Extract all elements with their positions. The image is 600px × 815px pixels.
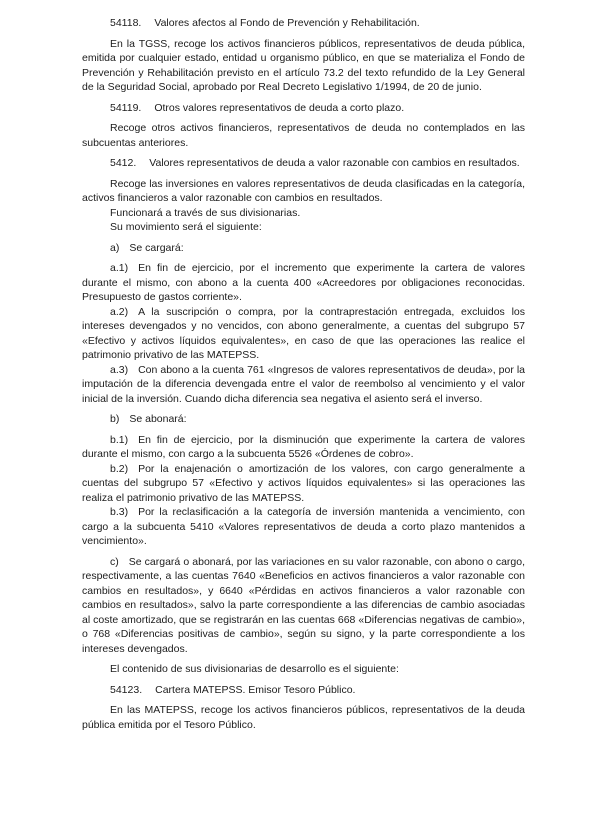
list-item-a3 [82,363,525,407]
paragraph-matepss-description: En las MATEPSS, recoge los activos financieros públicos, representativos de la deuda pública emitida por el Tesoro Público. [82,704,525,731]
account-number-5412: 5412. [110,157,137,169]
list-item-a2 [82,305,525,363]
account-title-54123: Cartera MATEPSS. Emisor Tesoro Público. [155,683,356,696]
item-label-a1: a.1) [110,262,129,274]
item-label-b1: b.1) [110,433,129,446]
account-number-54118: 54118. [110,17,142,29]
list-item-b1 [82,433,525,462]
item-label-a3: a.3) [110,363,129,376]
paragraph-tgss-description: En la TGSS, recoge los activos financieros públicos, representativos de deuda pública, emitida por cualquier estado, entidad u organismo público, en que se materializa el Fondo de Prevención y Rehabilitación previsto en el artículo 73.2 del texto refundido de la Ley General de la Seguridad Social, aprobado por Real Decreto Legislativo 1/1994, de 20 de junio. [82,37,525,93]
account-heading-54123 [82,683,525,698]
account-heading-54119 [82,101,525,116]
account-heading-5412 [82,156,525,171]
list-item-a [82,241,525,256]
account-number-54119: 54119. [110,101,142,114]
account-title-5412: Valores representativos de deuda a valor razonable con cambios en resultados. [149,157,520,169]
list-item-b [82,412,525,427]
list-item-b3 [82,505,525,549]
item-text-b3: Por la reclasificación a la categoría de inversión mantenida a vencimiento, con cargo a la subcuenta 5410 «Valores representativos de deuda a corto plazo mantenidos a vencimiento». [82,506,525,547]
item-text-b: Se abonará: [129,413,187,425]
item-label-b2: b.2) [110,462,129,475]
list-item-b2 [82,462,525,506]
paragraph-su-movimiento: Su movimiento será el siguiente: [110,221,262,233]
paragraph-funcionara: Funcionará a través de sus divisionarias. [110,206,301,219]
item-text-b1: En fin de ejercicio, por la disminución que experimente la cartera de valores durante el mismo, con cargo a la subcuenta 5526 «Órdenes de cobro». [82,433,525,460]
list-item-a1 [82,261,525,305]
item-text-a1: En fin de ejercicio, por el incremento que experimente la cartera de valores durante el mismo, con abono a la cuenta 400 «Acreedores por obligaciones reconocidas. Presupuesto de gastos corriente». [82,262,525,303]
account-heading-54118 [82,16,525,31]
list-item-c [82,555,525,657]
item-text-b2: Por la enajenación o amortización de los valores, con cargo generalmente a cuentas del subgrupo 57 «Efectivo y activos líquidos equivalentes» si las operaciones las realiza el patrimonio privativo de las MATEPSS. [82,462,525,504]
account-title-54118: Valores afectos al Fondo de Prevención y Rehabilitación. [154,17,420,29]
item-label-b3: b.3) [110,506,129,518]
item-label-b: b) [110,413,120,425]
item-text-a2: A la suscripción o compra, por la contraprestación entregada, excluidos los intereses devengados y no vencidos, con abono generalmente, a cuentas del subgrupo 57 «Efectivo y activos líquidos equivalentes», en caso de que las operaciones las realice el patrimonio privativo de las MATEPSS. [82,305,525,361]
account-number-54123: 54123. [110,683,143,696]
item-text-a3: Con abono a la cuenta 761 «Ingresos de valores representativos de deuda», por la imputación de la diferencia devengada entre el valor de reembolso al vencimiento y el valor inicial de la inversión. Cuando dicha diferencia sea negativa el asiento será el inverso. [82,363,525,405]
item-label-c: c) [110,555,119,568]
item-text-a: Se cargará: [129,241,184,254]
paragraph-otros-activos: Recoge otros activos financieros, representativos de deuda no contemplados en las subcuentas anteriores. [82,122,525,149]
account-title-54119: Otros valores representativos de deuda a corto plazo. [154,101,405,114]
paragraph-recoge-inversiones: Recoge las inversiones en valores representativos de deuda clasificadas en la categoría, activos financieros a valor razonable con cambios en resultados. [82,177,525,204]
item-text-c: Se cargará o abonará, por las variaciones en su valor razonable, con abono o cargo, respectivamente, a las cuentas 7640 «Beneficios en activos financieros a valor razonable con cambios en resultados», y 6640 «Pérdidas en activos financieros a valor razonable con cambios en resultados», salvo la parte correspondiente a las diferencias de cambio asociadas al coste amortizado, que se registrarán en las cuentas 668 «Diferencias negativas de cambio», o 768 «Diferencias positivas de cambio», según su signo, y la parte correspondiente a los intereses devengados. [82,555,525,655]
item-label-a2: a.2) [110,305,129,318]
item-label-a: a) [110,241,120,254]
paragraph-contenido-divisionarias: El contenido de sus divisionarias de desarrollo es el siguiente: [110,663,399,675]
